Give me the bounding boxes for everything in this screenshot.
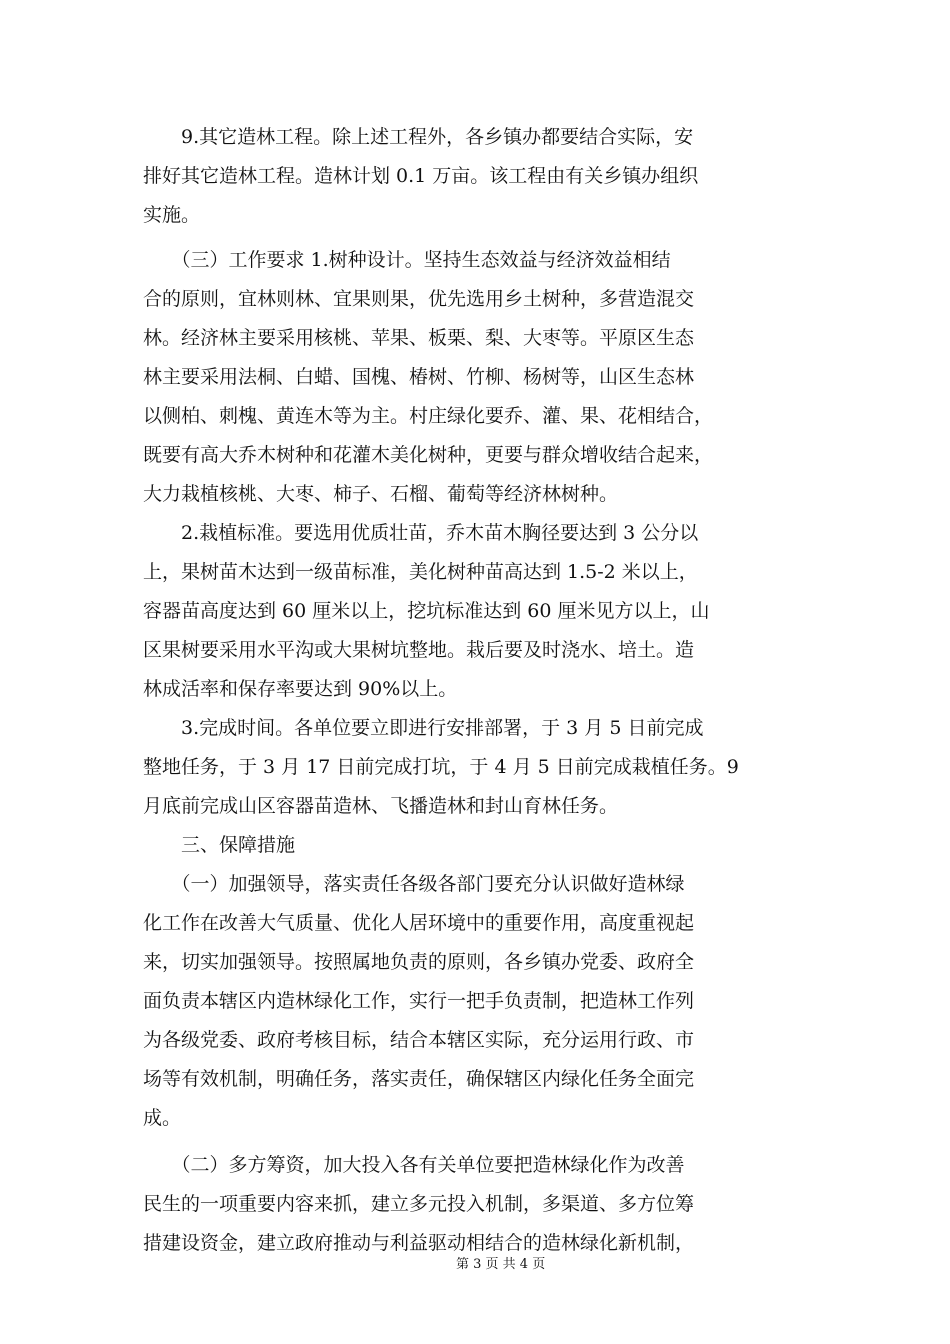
- text-line: 来，切实加强领导。按照属地负责的原则，各乡镇办党委、政府全: [143, 951, 695, 973]
- text-line: 林成活率和保存率要达到 90%以上。: [143, 678, 458, 700]
- text-line: 月底前完成山区容器苗造林、飞播造林和封山育林任务。: [143, 795, 619, 817]
- text-line: 9.其它造林工程。除上述工程外，各乡镇办都要结合实际，安: [143, 126, 694, 148]
- text-line: （二）多方筹资，加大投入各有关单位要把造林绿化作为改善: [143, 1154, 685, 1176]
- text-line: 2.栽植标准。要选用优质壮苗，乔木苗木胸径要达到 3 公分以: [143, 522, 699, 544]
- text-line: 林主要采用法桐、白蜡、国槐、椿树、竹柳、杨树等，山区生态林: [143, 366, 695, 388]
- text-line: 上，果树苗木达到一级苗标准，美化树种苗高达到 1.5-2 米以上，: [143, 561, 698, 583]
- text-line: 面负责本辖区内造林绿化工作，实行一把手负责制，把造林工作列: [143, 990, 695, 1012]
- page-number: 第 3 页 共 4 页: [456, 1257, 546, 1272]
- text-line: 排好其它造林工程。造林计划 0.1 万亩。该工程由有关乡镇办组织: [143, 165, 699, 187]
- text-line: 化工作在改善大气质量、优化人居环境中的重要作用，高度重视起: [143, 912, 695, 934]
- text-line: 场等有效机制，明确任务，落实责任，确保辖区内绿化任务全面完: [143, 1068, 695, 1090]
- text-line: 3.完成时间。各单位要立即进行安排部署，于 3 月 5 日前完成: [143, 717, 704, 739]
- text-line: 大力栽植核桃、大枣、柿子、石榴、葡萄等经济林树种。: [143, 483, 619, 505]
- section-heading: 三、保障措施: [143, 834, 296, 856]
- text-line: 为各级党委、政府考核目标，结合本辖区实际，充分运用行政、市: [143, 1029, 695, 1051]
- text-line: 成。: [143, 1107, 182, 1129]
- text-line: 民生的一项重要内容来抓，建立多元投入机制，多渠道、多方位筹: [143, 1193, 695, 1215]
- text-line: 以侧柏、刺槐、黄连木等为主。村庄绿化要乔、灌、果、花相结合，: [143, 405, 714, 427]
- text-line: （一）加强领导，落实责任各级各部门要充分认识做好造林绿: [143, 873, 685, 895]
- text-line: （三）工作要求 1.树种设计。坚持生态效益与经济效益相结: [143, 249, 671, 271]
- text-line: 合的原则，宜林则林、宜果则果，优先选用乡土树种，多营造混交: [143, 288, 695, 310]
- text-line: 实施。: [143, 204, 201, 226]
- text-line: 区果树要采用水平沟或大果树坑整地。栽后要及时浇水、培土。造: [143, 639, 695, 661]
- text-line: 容器苗高度达到 60 厘米以上，挖坑标准达到 60 厘米见方以上，山: [143, 600, 710, 622]
- text-line: 措建设资金，建立政府推动与利益驱动相结合的造林绿化新机制，: [143, 1232, 695, 1254]
- text-line: 整地任务，于 3 月 17 日前完成打坑，于 4 月 5 日前完成栽植任务。9: [143, 756, 739, 778]
- text-line: 既要有高大乔木树种和花灌木美化树种，更要与群众增收结合起来，: [143, 444, 714, 466]
- text-line: 林。经济林主要采用核桃、苹果、板栗、梨、大枣等。平原区生态: [143, 327, 695, 349]
- document-body: [143, 118, 809, 1263]
